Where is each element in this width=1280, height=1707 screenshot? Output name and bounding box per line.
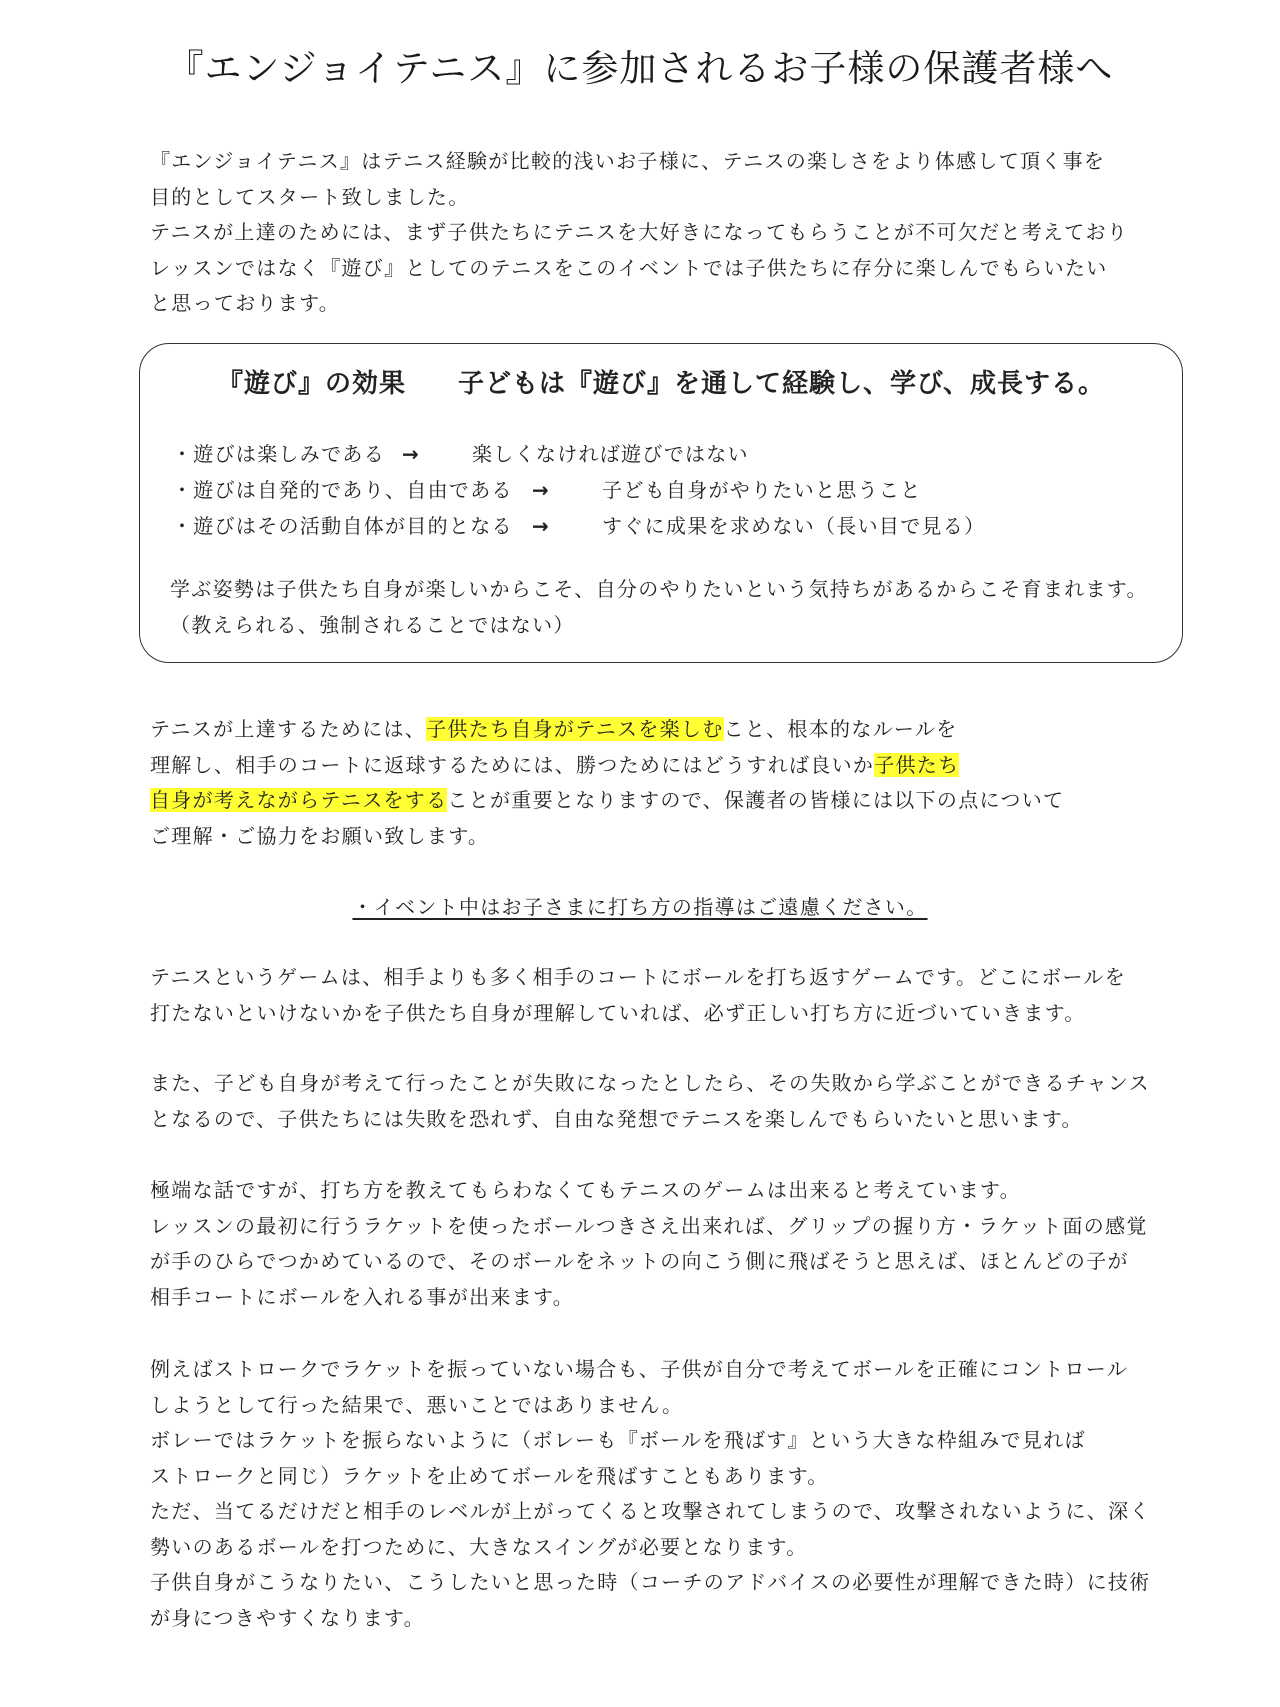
- text-line: ただ、当てるだけだと相手のレベルが上がってくると攻撃されてしまうので、攻撃されないように、深く: [150, 1499, 1151, 1523]
- arrow-right-icon: →: [402, 442, 421, 466]
- arrow-right-icon: →: [532, 478, 551, 502]
- text-line: 学ぶ姿勢は子供たち自身が楽しいからこそ、自分のやりたいという気持ちがあるからこそ育まれます。: [170, 577, 1148, 601]
- box-heading: [140, 364, 1182, 404]
- bullet-cause: ・遊びは自発的であり、自由である: [172, 478, 513, 502]
- text-line: が身につきやすくなります。: [150, 1605, 425, 1630]
- extreme-paragraph: [150, 1173, 1148, 1315]
- text-line: 打たないといけないかを子供たち自身が理解していれば、必ず正しい打ち方に近づいていきます。: [150, 1000, 1086, 1025]
- text-line: 相手コートにボールを入れる事が出来ます。: [150, 1284, 574, 1309]
- failure-paragraph: [150, 1066, 1150, 1137]
- text-line: 勢いのあるボールを打つために、大きなスイングが必要となります。: [150, 1534, 808, 1559]
- bullet-item: [172, 472, 922, 508]
- game-paragraph: [150, 960, 1126, 1031]
- text-line: 子供自身がこうなりたい、こうしたいと思った時（コーチのアドバイスの必要性が理解できた時）に技術: [150, 1570, 1151, 1594]
- page-title: 『エンジョイテニス』に参加されるお子様の保護者様へ: [166, 47, 1114, 90]
- text-line: ストロークと同じ）ラケットを止めてボールを飛ばすこともあります。: [150, 1463, 829, 1488]
- highlighted-text: 自身が考えながらテニスをする: [150, 788, 448, 812]
- text-line: と思っております。: [150, 291, 341, 315]
- text-line: （教えられる、強制されることではない）: [170, 613, 575, 637]
- text-run: 理解し、相手のコートに返球するためには、勝つためにはどうすれば良いか: [150, 752, 875, 777]
- bullet-cause: ・遊びはその活動自体が目的となる: [172, 514, 513, 538]
- bullet-item: [172, 508, 986, 544]
- underlined-notice: ・イベント中はお子さまに打ち方の指導はご遠慮ください。: [352, 895, 928, 919]
- play-effects-box: [139, 343, 1183, 663]
- highlighted-text: 子供たち: [874, 752, 960, 777]
- text-line: ボレーではラケットを振らないように（ボレーも『ボールを飛ばす』という大きな枠組みで見れば: [150, 1428, 1086, 1452]
- text-line: また、子ども自身が考えて行ったことが失敗になったとしたら、その失敗から学ぶことができるチャンス: [150, 1071, 1150, 1095]
- text-run: ことが重要となりますので、保護者の皆様には以下の点について: [447, 788, 1065, 812]
- text-line: 極端な話ですが、打ち方を教えてもらわなくてもテニスのゲームは出来ると考えています。: [150, 1178, 1021, 1202]
- intro-paragraph: [150, 144, 1128, 322]
- box-heading-title: 『遊び』の効果: [217, 369, 407, 399]
- text-line: が手のひらでつかめているので、そのボールをネットの向こう側に飛ばそうと思えば、ほとんどの子が: [150, 1249, 1129, 1273]
- text-line: [150, 748, 1064, 784]
- text-line: テニスというゲームは、相手よりも多く相手のコートにボールを打ち返すゲームです。どこにボールを: [150, 965, 1126, 989]
- text-run: テニスが上達するためには、: [150, 717, 427, 741]
- text-line: 目的としてスタート致しました。: [150, 184, 470, 209]
- bullet-effect: すぐに成果を求めない（長い目で見る）: [602, 514, 986, 538]
- text-line: となるので、子供たちには失敗を恐れず、自由な発想でテニスを楽しんでもらいたいと思います。: [150, 1106, 1083, 1131]
- text-line: 『エンジョイテニス』はテニス経験が比較的浅いお子様に、テニスの楽しさをより体感して頂く事を: [150, 149, 1106, 173]
- bullet-item: [172, 436, 749, 472]
- arrow-right-icon: →: [532, 514, 551, 538]
- notice-line: [0, 890, 1280, 924]
- text-line: 例えばストロークでラケットを振っていない場合も、子供が自分で考えてボールを正確にコントロール: [150, 1357, 1128, 1381]
- bullet-effect: 楽しくなければ遊びではない: [472, 442, 749, 466]
- text-line: レッスンではなく『遊び』としてのテニスをこのイベントでは子供たちに存分に楽しんでもらいたい: [150, 255, 1108, 280]
- bullet-cause: ・遊びは楽しみである: [172, 442, 385, 466]
- box-note: [170, 571, 1148, 643]
- highlighted-text: 子供たち自身がテニスを楽しむ: [426, 717, 724, 741]
- bullet-effect: 子ども自身がやりたいと思うこと: [602, 478, 922, 502]
- box-heading-subtitle: 子どもは『遊び』を通して経験し、学び、成長する。: [458, 369, 1105, 399]
- stroke-paragraph: [150, 1352, 1151, 1636]
- text-line: テニスが上達のためには、まず子供たちにテニスを大好きになってもらうことが不可欠だと考えており: [150, 220, 1129, 244]
- text-line: レッスンの最初に行うラケットを使ったボールつきさえ出来れば、グリップの握り方・ラケット面の感覚: [150, 1213, 1148, 1238]
- text-run: こと、根本的なルールを: [723, 717, 958, 741]
- text-line: ご理解・ご協力をお願い致します。: [150, 823, 490, 848]
- text-line: [150, 712, 1064, 748]
- improvement-paragraph: [150, 712, 1064, 854]
- text-line: [150, 783, 1064, 819]
- text-line: しようとして行った結果で、悪いことではありません。: [150, 1392, 684, 1417]
